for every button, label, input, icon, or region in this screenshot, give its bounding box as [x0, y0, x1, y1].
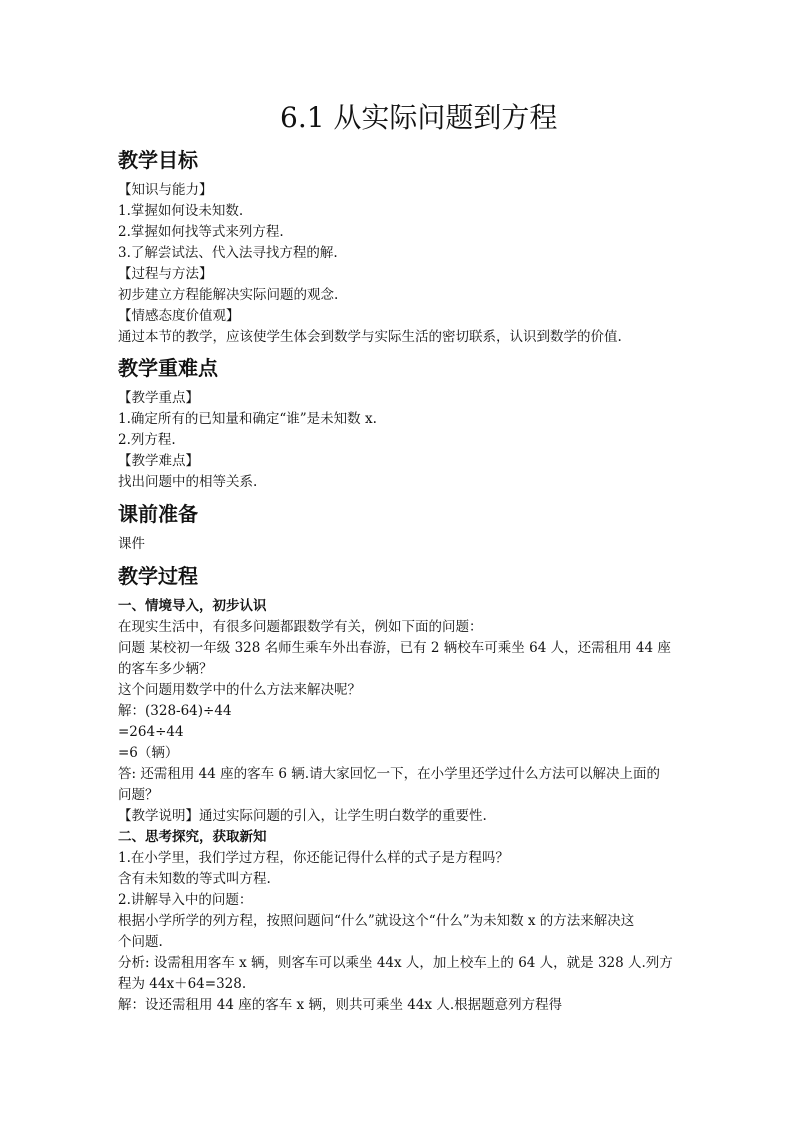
part1-line: 问题 某校初一年级 328 名师生乘车外出春游，已有 2 辆校车可乘坐 64 人，还需租用 44 座: [118, 640, 671, 656]
focus-item-2: 2.列方程.: [118, 432, 176, 448]
part2-line: 1.在小学里，我们学过方程，你还能记得什么样的式子是方程吗？: [118, 850, 509, 866]
heading-class-prep: 课前准备: [118, 502, 198, 526]
label-teaching-focus: 【教学重点】: [118, 390, 199, 406]
part2-line: 根据小学所学的列方程，按照问题问“什么”就设这个“什么”为未知数 x 的方法来解决这: [118, 913, 635, 929]
part1-line: =6（辆）: [118, 745, 179, 761]
part1-line: =264÷44: [118, 724, 184, 740]
goal-item-3: 3.了解尝试法、代入法寻找方程的解.: [118, 245, 338, 261]
focus-item-1: 1.确定所有的已知量和确定“谁”是未知数 x.: [118, 411, 377, 427]
page-title: 6.1 从实际问题到方程: [280, 101, 558, 134]
part1-line: 答: 还需租用 44 座的客车 6 辆.请大家回忆一下，在小学里还学过什么方法可以解决上面的: [118, 766, 661, 782]
process-method-text: 初步建立方程能解决实际问题的观念.: [118, 287, 339, 303]
part1-line: 这个问题用数学中的什么方法来解决呢？: [118, 682, 361, 698]
heading-teaching-process: 教学过程: [118, 564, 198, 588]
goal-item-1: 1.掌握如何设未知数.: [118, 203, 244, 219]
difficulty-text: 找出问题中的相等关系.: [118, 474, 258, 490]
teaching-note: 【教学说明】通过实际问题的引入，让学生明白数学的重要性.: [118, 808, 487, 824]
part1-line: 解：(328-64)÷44: [118, 703, 232, 719]
part2-line: 分析: 设需租用客车 x 辆，则客车可以乘坐 44x 人，加上校车上的 64 人，就是 328 人.列方: [118, 955, 673, 971]
goal-item-2: 2.掌握如何找等式来列方程.: [118, 224, 284, 240]
heading-teaching-goals: 教学目标: [118, 148, 198, 172]
emotion-values-text: 通过本节的教学，应该使学生体会到数学与实际生活的密切联系，认识到数学的价值.: [118, 329, 622, 345]
part2-line: 个问题.: [118, 934, 163, 950]
part1-title: 一、情境导入，初步认识: [118, 598, 267, 614]
part1-line: 问题？: [118, 787, 159, 803]
label-teaching-difficulty: 【教学难点】: [118, 453, 199, 469]
label-emotion-values: 【情感态度价值观】: [118, 308, 240, 324]
part2-line: 程为 44x＋64=328.: [118, 976, 247, 992]
part2-title: 二、思考探究，获取新知: [118, 829, 267, 845]
prep-text: 课件: [118, 536, 145, 552]
part1-line: 在现实生活中，有很多问题都跟数学有关，例如下面的问题：: [118, 619, 483, 635]
part2-line: 含有未知数的等式叫方程.: [118, 871, 271, 887]
part2-line: 2.讲解导入中的问题：: [118, 892, 253, 908]
label-process-method: 【过程与方法】: [118, 266, 213, 282]
part1-line: 的客车多少辆？: [118, 661, 213, 677]
part2-line: 解：设还需租用 44 座的客车 x 辆，则共可乘坐 44x 人.根据题意列方程得: [118, 997, 563, 1013]
heading-key-difficult-points: 教学重难点: [118, 356, 218, 380]
label-knowledge-ability: 【知识与能力】: [118, 182, 213, 198]
